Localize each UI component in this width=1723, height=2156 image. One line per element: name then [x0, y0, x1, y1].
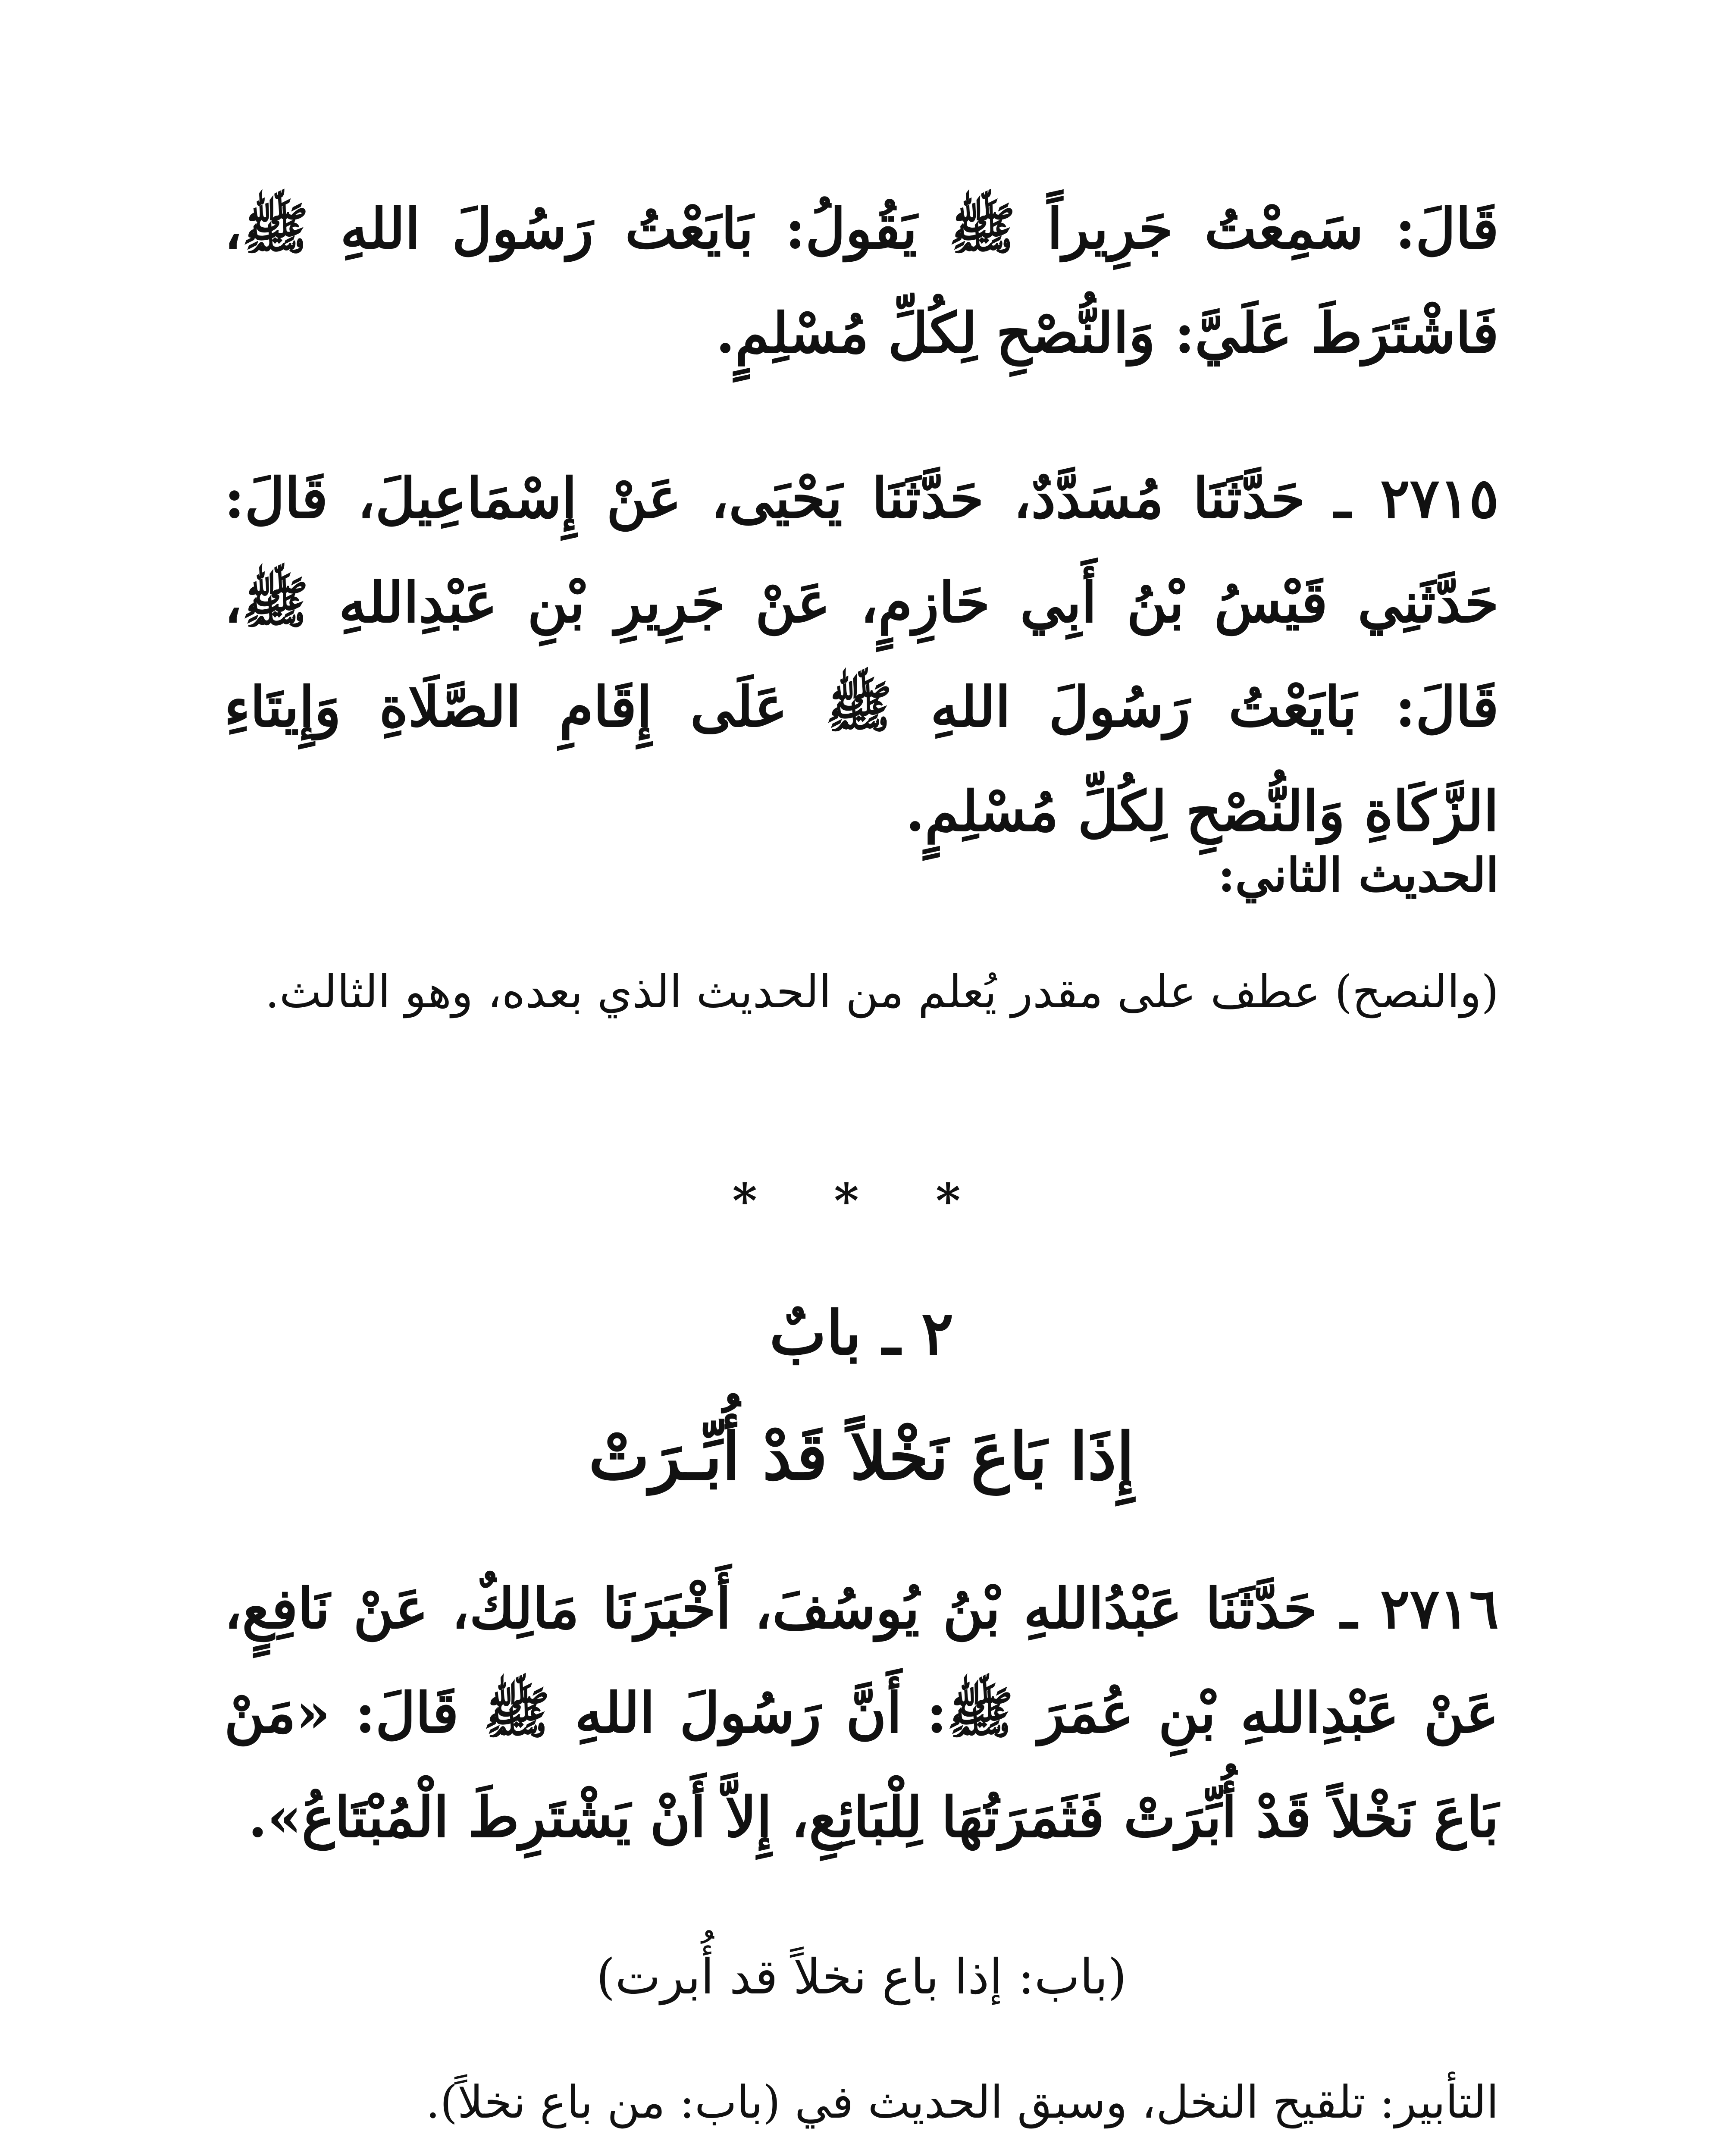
second-hadith-label: الحديث الثاني: — [1218, 848, 1499, 903]
commentary-paragraph-2: التأبير: تلقيح النخل، وسبق الحديث في (باب: من باع نخلاً). — [426, 2076, 1499, 2128]
separator-stars-1: * * * — [732, 1173, 991, 1228]
chapter-number: ٢ ـ بابٌ — [769, 1298, 954, 1369]
opening-paragraph: قَالَ: سَمِعْتُ جَرِيراً ﷺ يَقُولُ: بَايَعْتُ رَسُولَ اللهِ ﷺ، فَاشْتَرَطَ عَلَيَّ: وَالنُّصْحِ لِكُلِّ مُسْلِمٍ. — [224, 197, 1499, 366]
commentary-paragraph-1: (والنصح) عطف على مقدر يُعلم من الحديث الذي بعده، وهو الثالث. — [265, 965, 1499, 1018]
hadith-2716: ٢٧١٦ ـ حَدَّثَنَا عَبْدُاللهِ بْنُ يُوسُفَ، أَخْبَرَنَا مَالِكٌ، عَنْ نَافِعٍ، عَنْ عَبْدِاللهِ بْنِ عُمَرَ ﷺ: أَنَّ رَسُولَ اللهِ ﷺ قَالَ: «مَنْ بَاعَ نَخْلاً قَدْ أُبِّرَتْ فَثَمَرَتُهَا لِلْبَائِعِ، إِلاَّ أَنْ يَشْتَرِطَ الْمُبْتَاعُ». — [224, 1576, 1499, 1850]
chapter-commentary-label: (باب: إذا باع نخلاً قد أُبرت) — [596, 1949, 1127, 2005]
chapter-title: إِذَا بَاعَ نَخْلاً قَدْ أُبِّـرَتْ — [589, 1419, 1134, 1495]
hadith-2715: ٢٧١٥ ـ حَدَّثَنَا مُسَدَّدٌ، حَدَّثَنَا يَحْيَى، عَنْ إِسْمَاعِيلَ، قَالَ: حَدَّثَنِي قَيْسُ بْنُ أَبِي حَازِمٍ، عَنْ جَرِيرِ بْنِ عَبْدِاللهِ ﷺ، قَالَ: بَايَعْتُ رَسُولَ اللهِ ﷺ عَلَى إِقَامِ الصَّلَاةِ وَإِيتَاءِ الزَّكَاةِ وَالنُّصْحِ لِكُلِّ مُسْلِمٍ. — [224, 466, 1499, 844]
